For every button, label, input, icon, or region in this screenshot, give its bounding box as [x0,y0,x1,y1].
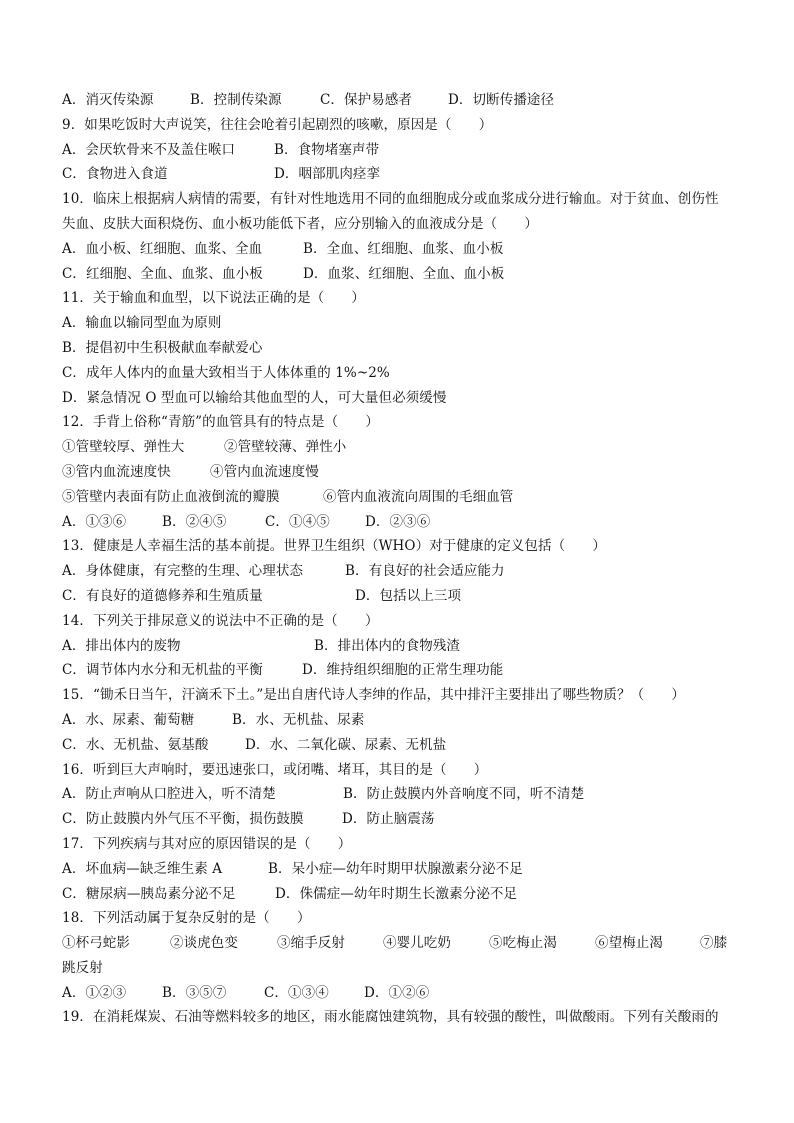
q16-options-cd [62,807,742,832]
option-b: B．有良好的社会适应能力 [345,563,505,580]
item-2: ②管壁较薄、弹性小 [224,439,347,456]
option-a: A．身体健康，有完整的生理、心理状态 [62,563,304,580]
q9-stem: 9．如果吃饭时大声说笑，往往会呛着引起剧烈的咳嗽，原因是（ ） [62,116,493,133]
q12-items-56 [62,485,742,510]
q18-options [62,981,742,1006]
q9-options-ab [62,138,742,163]
q11-option-d: D．紧急情况 O 型血可以输给其他血型的人，可大量但必须缓慢 [62,389,447,406]
option-d: D．②③⑥ [365,513,431,530]
q14-options-cd [62,658,742,683]
option-b: B．水、无机盐、尿素 [232,711,365,728]
item-4: ④婴儿吃奶 [383,935,451,952]
item-1: ①杯弓蛇影 [62,935,130,952]
item-3: ③缩手反射 [277,935,345,952]
item-5: ⑤管壁内表面有防止血液倒流的瓣膜 [62,488,280,505]
q18-items-cont: 跳反射 [62,959,103,976]
option-b: B．呆小症—幼年时期甲状腺激素分泌不足 [268,860,523,877]
q9-options-cd [62,162,742,187]
option-d: D．防止脑震荡 [342,811,435,828]
option-d: D．侏儒症—幼年时期生长激素分泌不足 [275,885,518,902]
q12-options [62,510,742,535]
q17-options-ab [62,857,742,882]
item-6: ⑥望梅止渴 [595,935,663,952]
option-d: D．切断传播途径 [448,92,555,108]
q14-options-ab [62,634,742,659]
option-c: C．食物进入食道 [62,166,168,183]
option-c: C．调节体内水分和无机盐的平衡 [62,662,263,679]
option-a: A．消灭传染源 [62,92,154,108]
option-c: C．防止鼓膜内外气压不平衡，损伤鼓膜 [62,811,304,828]
option-b: B．防止鼓膜内外音响度不同，听不清楚 [343,786,585,803]
option-b: B．全血、红细胞、血浆、血小板 [303,240,504,257]
item-2: ②谈虎色变 [170,935,238,952]
q10-stem-line1: 10．临床上根据病人病情的需要，有针对性地选用不同的血细胞成分或血浆成分进行输血。对于贫血、创伤性 [62,191,719,208]
option-d: D．维持组织细胞的正常生理功能 [302,662,504,679]
q10-stem-line2: 失血、皮肤大面积烧伤、血小板功能低下者，应分别输入的血液成分是（ ） [62,215,538,232]
option-b: B．控制传染源 [190,92,282,108]
option-a: A．会厌软骨来不及盖住喉口 [62,141,236,158]
q17-options-cd [62,882,742,907]
option-c: C．①④⑤ [265,513,330,530]
item-5: ⑤吃梅止渴 [489,935,557,952]
q10-options-ab [62,237,742,262]
item-3: ③管内血流速度快 [62,463,171,480]
q15-options-cd [62,733,742,758]
q8-options [62,88,742,113]
q16-options-ab [62,782,742,807]
item-7: ⑦膝 [700,935,728,952]
option-c: C．水、无机盐、氨基酸 [62,736,209,753]
q11-option-c: C．成年人体内的血量大致相当于人体体重的 1%~2% [62,364,390,381]
q13-stem: 13．健康是人幸福生活的基本前提。世界卫生组织（WHO）对于健康的定义包括（ ） [62,538,606,555]
option-b: B．③⑤⑦ [162,984,227,1001]
option-a: A．坏血病—缺乏维生素 A [62,860,223,877]
q19-stem: 19．在消耗煤炭、石油等燃料较多的地区，雨水能腐蚀建筑物，具有较强的酸性，叫做酸雨。下列有关酸雨的 [62,1009,719,1026]
option-c: C．保护易感者 [320,92,413,108]
q12-items-34 [62,460,742,485]
q14-stem: 14．下列关于排尿意义的说法中不正确的是（ ） [62,612,379,629]
option-b: B．②④⑤ [162,513,227,530]
q11-option-a: A．输血以输同型血为原则 [62,315,222,332]
q18-stem: 18．下列活动属于复杂反射的是（ ） [62,910,311,927]
option-d: D．①②⑥ [364,984,430,1001]
option-a: A．水、尿素、葡萄糖 [62,711,195,728]
option-a: A．①②③ [62,984,127,1001]
option-c: C．有良好的道德修养和生殖质量 [62,587,263,604]
q11-option-b: B．提倡初中生积极献血奉献爱心 [62,339,263,356]
option-d: D．血浆、红细胞、全血、血小板 [303,265,505,282]
option-b: B．食物堵塞声带 [274,141,380,158]
q18-items [62,931,742,956]
item-4: ④管内血流速度慢 [210,463,319,480]
option-c: C．糖尿病—胰岛素分泌不足 [62,885,236,902]
option-a: A．①③⑥ [62,513,127,530]
q12-stem: 12．手背上俗称“青筋”的血管具有的特点是（ ） [62,414,379,431]
q11-stem: 11．关于输血和血型，以下说法正确的是（ ） [62,290,365,307]
option-a: A．排出体内的废物 [62,637,181,654]
exam-page [62,88,742,1030]
q10-options-cd [62,262,742,287]
option-c: C．①③④ [264,984,329,1001]
q15-options-ab [62,708,742,733]
option-a: A．防止声响从口腔进入，听不清楚 [62,786,276,803]
option-a: A．血小板、红细胞、血浆、全血 [62,240,263,257]
q13-options-cd [62,584,742,609]
q12-items-12 [62,435,742,460]
q16-stem: 16．听到巨大声响时，要迅速张口，或闭嘴、堵耳，其目的是（ ） [62,761,488,778]
option-d: D．包括以上三项 [355,587,462,604]
item-1: ①管壁较厚、弹性大 [62,439,185,456]
q15-stem: 15．“锄禾日当午，汗滴禾下土。”是出自唐代诗人李绅的作品，其中排汗主要排出了哪些物质？（ ） [62,687,686,704]
option-b: B．排出体内的食物残渣 [314,637,461,654]
option-d: D．咽部肌肉痉挛 [274,166,381,183]
option-c: C．红细胞、全血、血浆、血小板 [62,265,263,282]
q13-options-ab [62,559,742,584]
option-d: D．水、二氧化碳、尿素、无机盐 [245,736,447,753]
q17-stem: 17．下列疾病与其对应的原因错误的是（ ） [62,835,352,852]
item-6: ⑥管内血液流向周围的毛细血管 [323,488,514,505]
